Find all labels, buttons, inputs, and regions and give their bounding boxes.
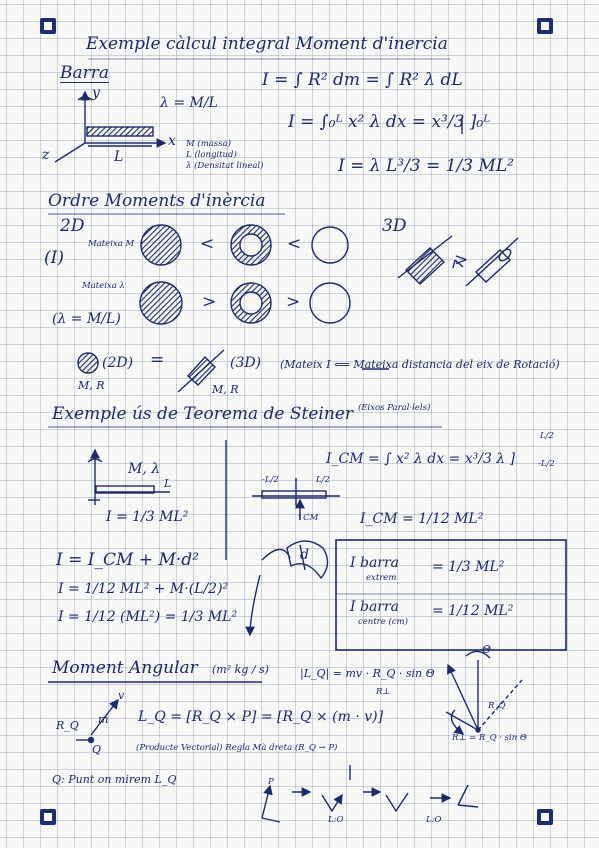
lambda-equation: (λ = M/L)	[52, 311, 121, 327]
comparison-lt-2: <	[287, 234, 302, 254]
equation-integral-dx: I = ∫₀ᴸ x² λ dx = x³/3 ]₀ᴸ	[288, 112, 491, 132]
steiner-step-3: I = 1/12 (ML²) = 1/3 ML²	[58, 609, 238, 625]
legend-mass: M (massa)	[186, 139, 231, 149]
point-q-label: Q	[92, 743, 102, 756]
p-label-1: P	[268, 777, 274, 787]
same-inertia-note: (Mateix I ⟸ Mateixa distancia del eix de Rotació)	[280, 358, 560, 371]
mass-label: m	[98, 713, 109, 726]
steiner-formula: I = I_CM + M·d²	[56, 550, 199, 570]
box-row2-label: I barra	[350, 599, 400, 615]
inertia-third-result: I = 1/3 ML²	[106, 509, 189, 525]
axis-label-z: z	[42, 147, 50, 163]
bar-length-label: L	[114, 149, 124, 165]
paren-3d: (3D)	[230, 355, 262, 371]
box-row1-sub: extrem	[366, 573, 397, 583]
equals-sign: =	[150, 350, 165, 370]
page-title: Exemple càlcul integral Moment d'inercia	[86, 34, 448, 54]
box-row1-value: = 1/3 ML²	[432, 559, 505, 575]
comparison-gt-2: >	[286, 292, 301, 312]
box-row2-value: = 1/12 ML²	[432, 603, 514, 619]
equation-integral-dm: I = ∫ R² dm = ∫ R² λ dL	[262, 70, 463, 90]
section-heading-barra: Barra	[60, 63, 110, 83]
hollow-cylinder-3d	[466, 238, 518, 286]
row-label-same-mass: Mateixa M	[88, 239, 135, 249]
legend-linear-density: λ (Densitat lineal)	[186, 161, 264, 171]
label-3d: 3D	[382, 216, 407, 236]
solid-cylinder-3d	[398, 236, 452, 284]
distance-mark-d: d	[300, 547, 309, 563]
cross-product-note: (Producte Vectorial) Regla Mà dreta (R_Q → P)	[136, 743, 338, 753]
velocity-label: v	[118, 689, 125, 702]
diagram-label-m-lambda: M, λ	[128, 461, 161, 477]
limit-minus-half: -L/2	[262, 475, 279, 485]
steiner-heading-note: (Eixos Paral·lels)	[358, 403, 431, 413]
comparison-gt-3d: >	[454, 250, 469, 270]
rq-label: R_Q	[56, 719, 79, 732]
equation-result-third: I = λ L³/3 = 1/3 ML²	[338, 156, 514, 176]
r-perp-formula: R⊥ = R_Q · sin Θ	[452, 733, 527, 743]
label-i: (I)	[44, 248, 64, 268]
angular-momentum-units: (m² kg / s)	[212, 663, 269, 676]
comparison-lt-1: <	[200, 234, 215, 254]
box-row1-label: I barra	[350, 555, 400, 571]
q-definition: Q: Punt on mirem L_Q	[52, 773, 177, 786]
legend-length: L (longitud)	[186, 150, 237, 160]
row-label-same-lambda: Mateixa λ	[82, 281, 125, 291]
section-heading-moment-angular: Moment Angular	[52, 658, 198, 678]
diagram-label-l: L	[164, 477, 172, 490]
angular-momentum-vector-def: L_Q = [R_Q × P] = [R_Q × (m · v)]	[138, 709, 384, 725]
label-2d: 2D	[60, 216, 85, 236]
bar-axes-diagram	[55, 92, 165, 165]
mr-label-2d: M, R	[78, 379, 105, 392]
icm-limit-top: L/2	[540, 431, 554, 441]
lambda-definition: λ = M/L	[160, 95, 218, 111]
bottom-vector-sketches	[262, 765, 478, 822]
lo-label-1: L:O	[328, 815, 344, 825]
axis-label-y: y	[92, 85, 100, 101]
center-of-mass-marker: ↑CM	[296, 513, 319, 523]
angular-momentum-magnitude: |L_Q| = mv · R_Q · sin Θ	[300, 667, 435, 680]
comparison-gt-1: >	[202, 292, 217, 312]
steiner-left-diagram	[88, 450, 170, 505]
icm-result: I_CM = 1/12 ML²	[360, 511, 484, 527]
theta-label: Θ	[482, 643, 492, 656]
lo-label-2: L:O	[426, 815, 442, 825]
section-heading-steiner: Exemple ús de Teorema de Steiner	[52, 404, 354, 424]
limit-plus-half: L/2	[316, 475, 330, 485]
section-heading-ordre: Ordre Moments d'inèrcia	[48, 191, 266, 211]
rq2-label: R_Q	[488, 701, 506, 711]
icm-limit-bottom: -L/2	[538, 459, 555, 469]
paren-2d: (2D)	[102, 355, 134, 371]
cross-product-angle-diagram	[446, 651, 522, 734]
axis-label-x: x	[168, 133, 176, 149]
box-row2-sub: centre (cm)	[358, 617, 408, 627]
angular-momentum-vector-diagram	[76, 700, 118, 743]
icm-integral: I_CM = ∫ x² λ dx = x³/3 λ ]	[326, 451, 516, 467]
mr-label-3d: M, R	[212, 383, 239, 396]
r-perp-under: R⊥	[376, 687, 391, 697]
steiner-step-2: I = 1/12 ML² + M·(L/2)²	[58, 581, 229, 597]
